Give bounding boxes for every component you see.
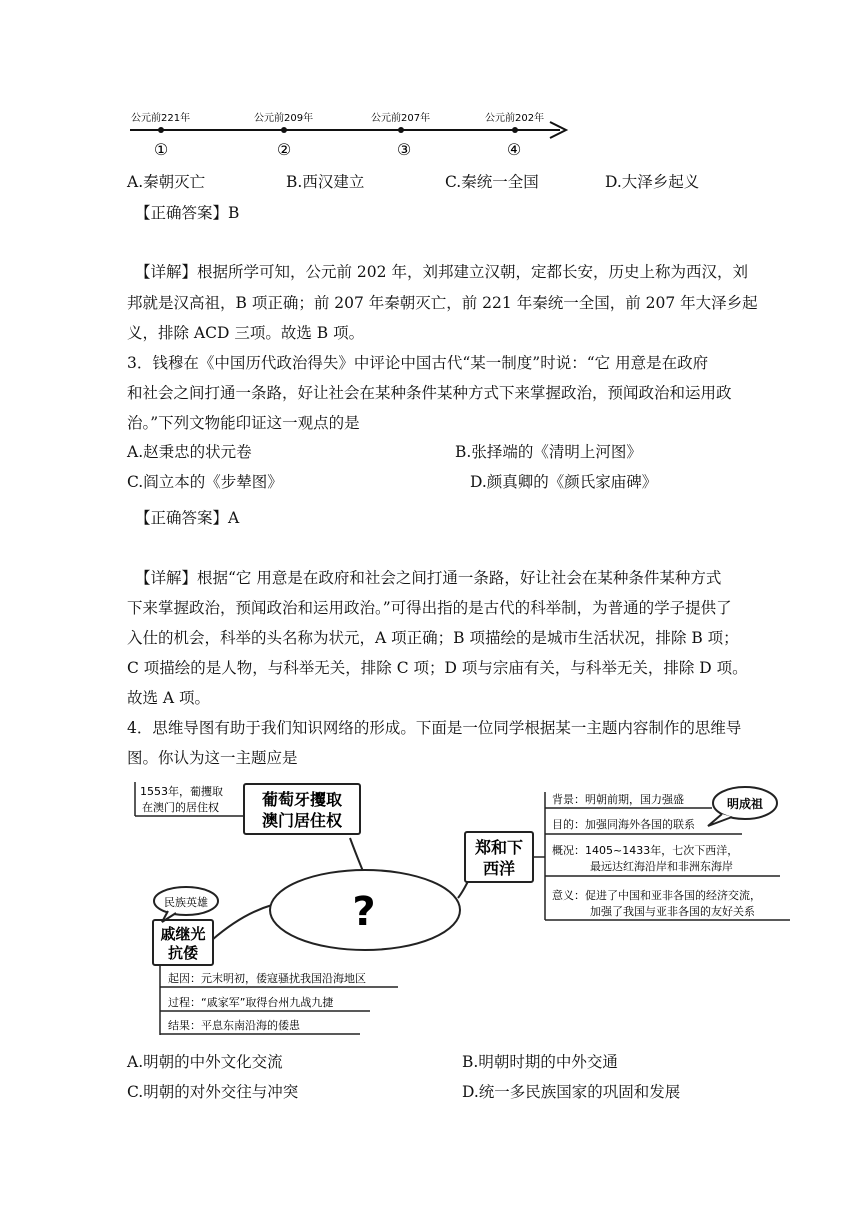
q3-detail-line-1: 【详解】根据“它 用意是在政府和社会之间打通一条路，好让社会在某种条件某种方式	[135, 569, 722, 587]
zheng-significance-2: 加强了我国与亚非各国的友好关系	[590, 905, 755, 918]
qi-title-2: 抗倭	[167, 944, 199, 962]
timeline-label-1: 公元前221年	[131, 113, 191, 124]
q3-detail-line-2: 下来掌握政治，预闻政治和运用政治。”可得出指的是古代的科举制，为普通的学子提供了	[127, 599, 732, 617]
q3-stem-line-1: 3．钱穆在《中国历代政治得失》中评论中国古代“某一制度”时说：“它 用意是在政府	[127, 354, 709, 372]
q2-option-a: A.秦朝灭亡	[127, 173, 206, 191]
zheng-title-2: 西洋	[482, 859, 516, 878]
portugal-title-2: 澳门居住权	[261, 811, 343, 830]
timeline-dot-1	[158, 127, 164, 133]
zheng-significance-1: 意义：促进了中国和亚非各国的经济交流，	[552, 889, 761, 902]
timeline-label-2: 公元前209年	[254, 113, 314, 124]
timeline-marker-1: ①	[153, 140, 169, 159]
qi-result: 结果：平息东南沿海的倭患	[168, 1019, 300, 1032]
q4-option-c: C.明朝的对外交往与冲突	[127, 1083, 299, 1101]
timeline-dot-4	[512, 127, 518, 133]
mind-map-diagram	[0, 770, 868, 1050]
timeline-marker-3: ③	[396, 140, 412, 159]
portugal-note-1: 1553年，葡攫取	[140, 785, 223, 798]
q3-option-a: A.赵秉忠的状元卷	[127, 443, 252, 461]
q4-option-d: D.统一多民族国家的巩固和发展	[462, 1083, 681, 1101]
q2-option-d: D.大泽乡起义	[605, 173, 700, 191]
zheng-overview-1: 概况：1405~1433年，七次下西洋，	[552, 844, 739, 857]
q3-option-c: C.阎立本的《步辇图》	[127, 473, 283, 491]
q4-stem-line-2: 图。你认为这一主题应是	[127, 749, 298, 767]
q2-detail-line-1: 【详解】根据所学可知，公元前 202 年，刘邦建立汉朝，定都长安，历史上称为西汉，刘	[135, 263, 748, 281]
timeline-label-3: 公元前207年	[371, 113, 431, 124]
timeline-dot-2	[281, 127, 287, 133]
q3-detail-line-4: C 项描绘的是人物，与科举无关，排除 C 项；D 项与宗庙有关，与科举无关，排除 D 项。	[127, 659, 748, 677]
q2-option-b: B.西汉建立	[286, 173, 365, 191]
zheng-background: 背景：明朝前期，国力强盛	[552, 793, 684, 806]
zheng-title-1: 郑和下	[474, 838, 524, 857]
qi-bubble: 民族英雄	[164, 896, 208, 909]
q2-detail-line-2: 邦就是汉高祖，B 项正确；前 207 年秦朝灭亡，前 221 年秦统一全国，前 207 年大泽乡起	[127, 294, 758, 312]
qi-process: 过程：“戚家军”取得台州九战九捷	[168, 996, 334, 1009]
timeline-dot-3	[398, 127, 404, 133]
q3-option-b: B.张择端的《清明上河图》	[455, 443, 642, 461]
q3-answer: 【正确答案】A	[135, 509, 240, 527]
qi-cause: 起因：元末明初，倭寇骚扰我国沿海地区	[168, 972, 366, 985]
portugal-note-2: 在澳门的居住权	[142, 801, 219, 814]
qi-title-1: 戚继光	[160, 925, 206, 943]
zheng-bubble: 明成祖	[726, 797, 764, 811]
zheng-goal: 目的：加强同海外各国的联系	[552, 818, 695, 831]
q2-answer: 【正确答案】B	[135, 204, 240, 222]
q4-option-b: B.明朝时期的中外交通	[462, 1053, 618, 1071]
portugal-title-1: 葡萄牙攫取	[261, 790, 343, 809]
timeline-label-4: 公元前202年	[485, 113, 545, 124]
q3-detail-line-5: 故选 A 项。	[127, 689, 211, 707]
q3-stem-line-2: 和社会之间打通一条路，好让社会在某种条件某种方式下来掌握政治，预闻政治和运用政	[127, 384, 732, 402]
timeline-marker-2: ②	[276, 140, 292, 159]
zheng-overview-2: 最远达红海沿岸和非洲东海岸	[590, 860, 733, 873]
timeline-marker-4: ④	[506, 140, 522, 159]
q4-stem-line-1: 4．思维导图有助于我们知识网络的形成。下面是一位同学根据某一主题内容制作的思维导	[127, 719, 742, 737]
q4-option-a: A.明朝的中外文化交流	[127, 1053, 283, 1071]
mind-map-center-mark: ?	[352, 889, 376, 935]
q2-option-c: C.秦统一全国	[445, 173, 539, 191]
q3-detail-line-3: 入仕的机会，科举的头名称为状元，A 项正确；B 项描绘的是城市生活状况，排除 B 项；	[127, 629, 739, 647]
q3-option-d: D.颜真卿的《颜氏家庙碑》	[470, 473, 658, 491]
timeline-figure	[0, 0, 868, 170]
q3-stem-line-3: 治。”下列文物能印证这一观点的是	[127, 414, 360, 432]
q2-detail-line-3: 义，排除 ACD 三项。故选 B 项。	[127, 324, 365, 342]
